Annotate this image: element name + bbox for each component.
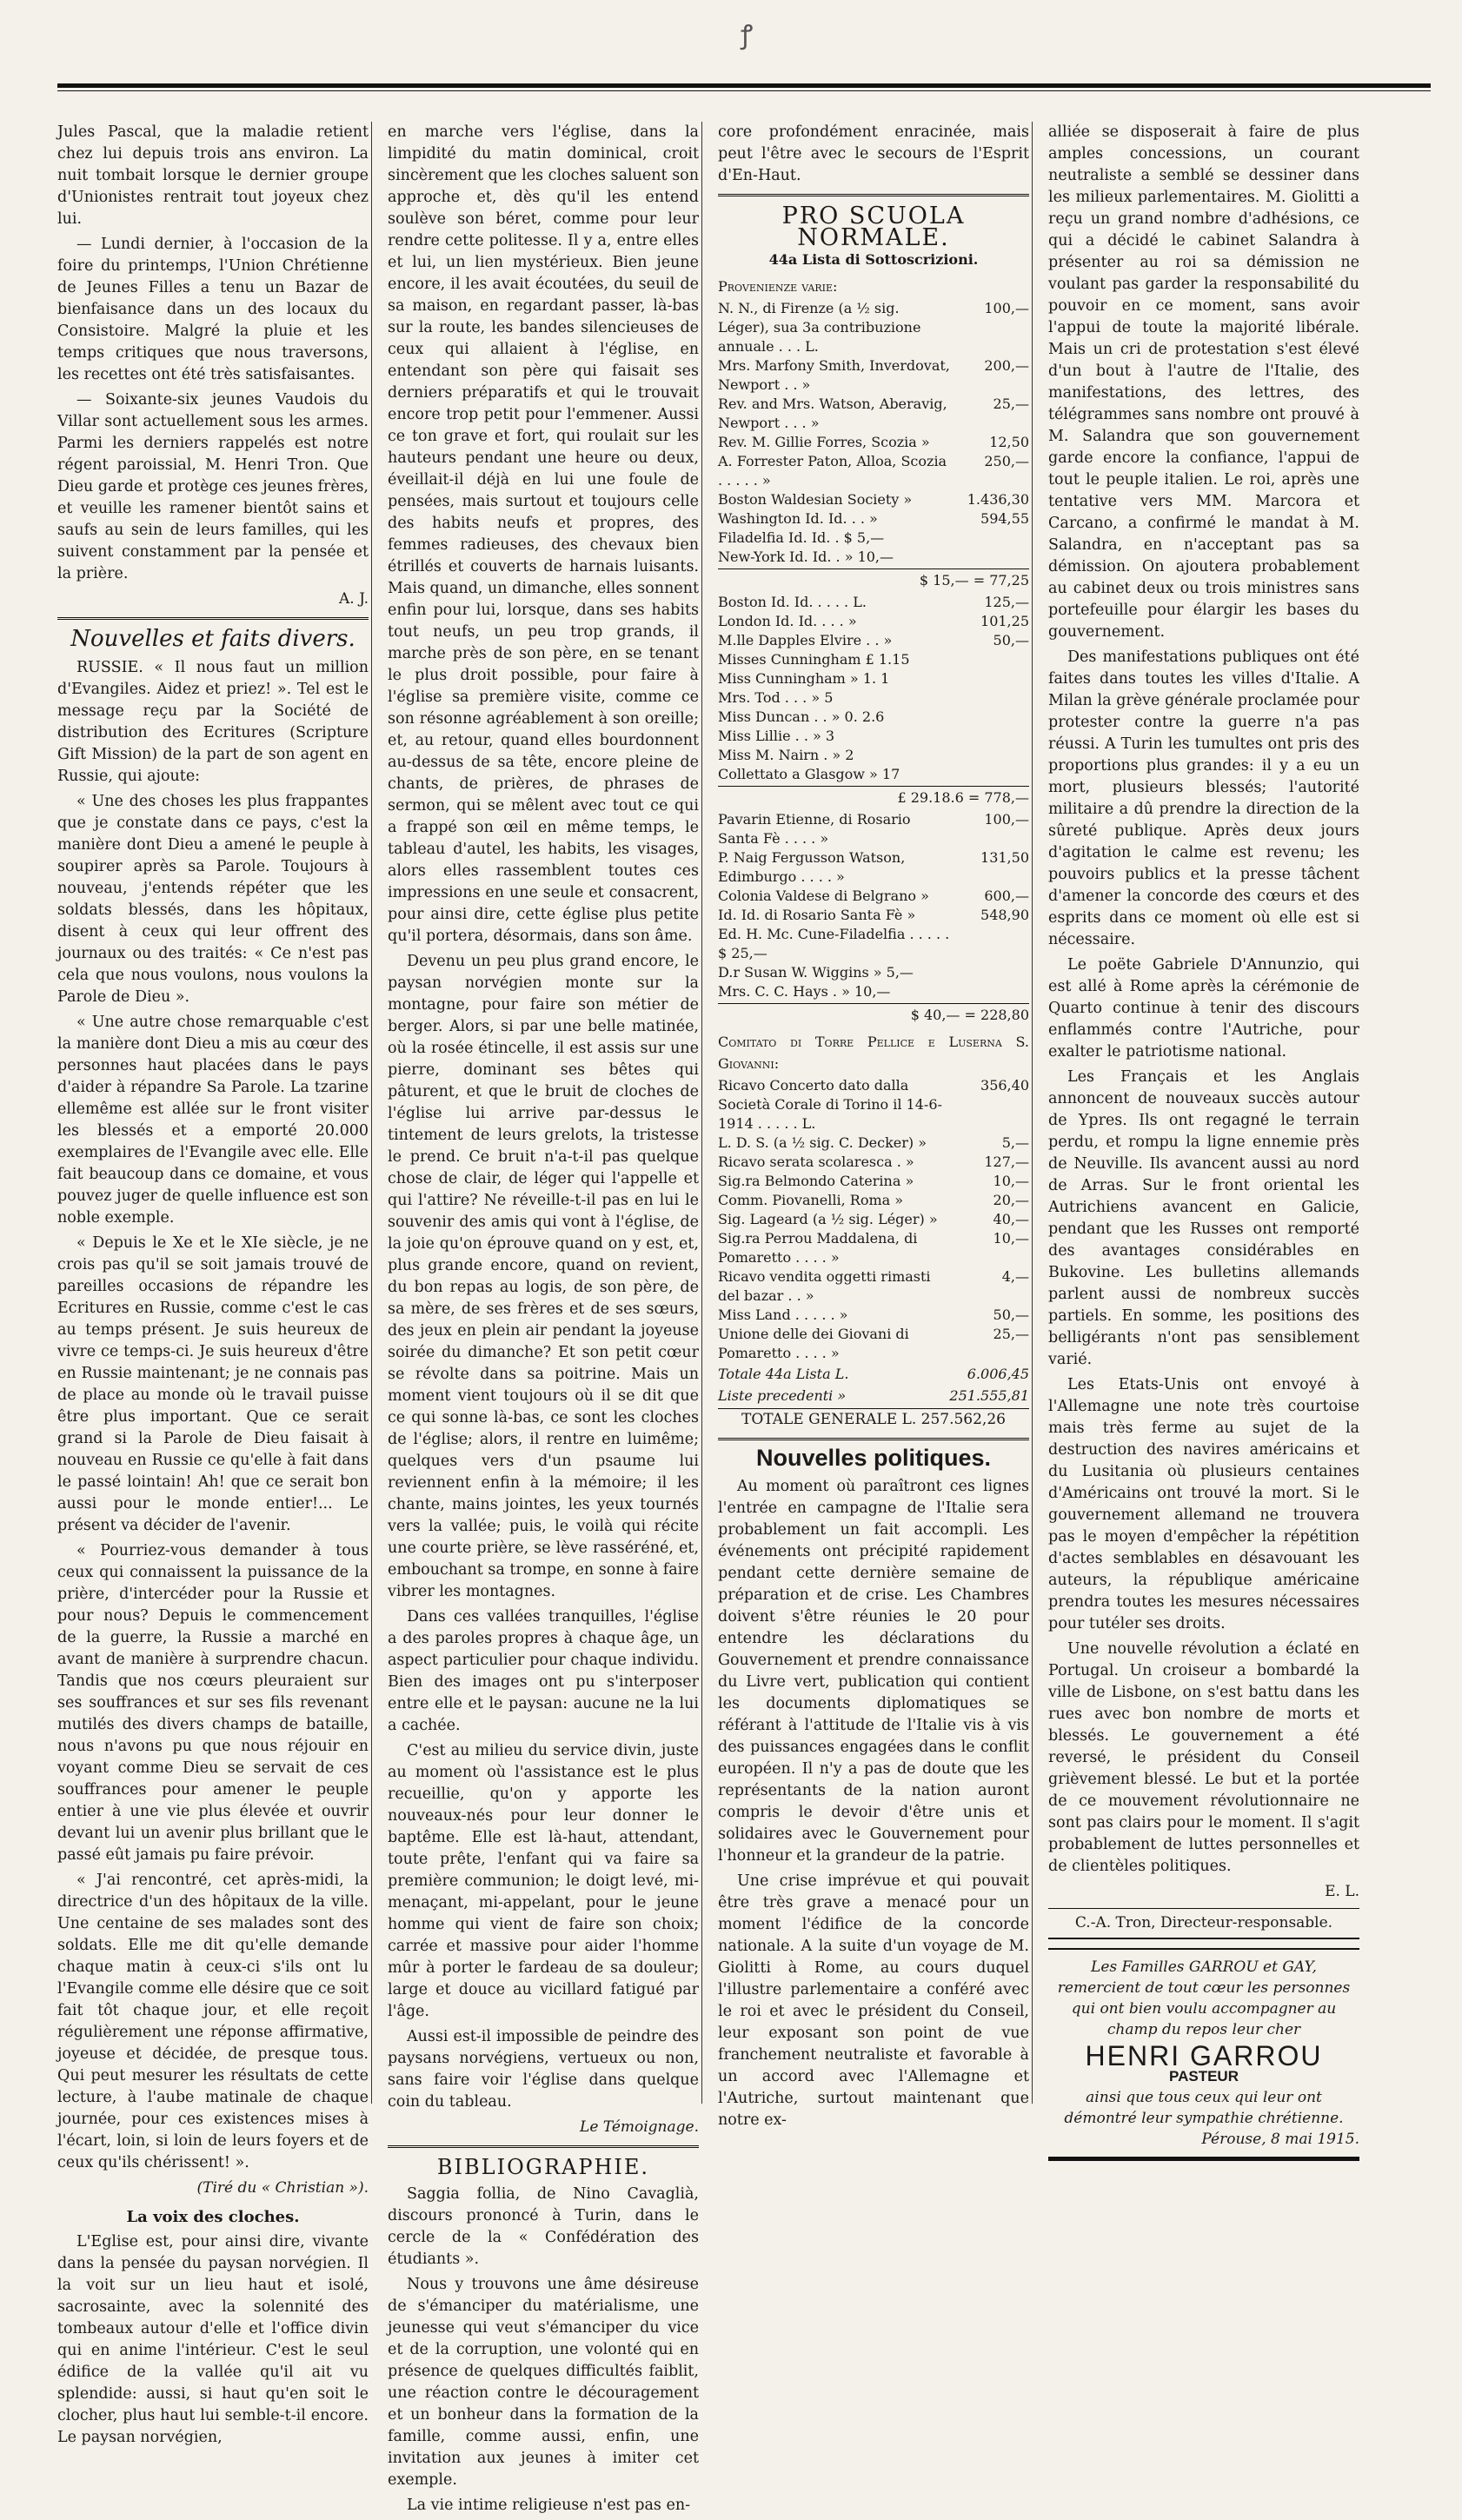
top-rule-thin bbox=[57, 90, 1431, 91]
subscription-row bbox=[718, 631, 1029, 650]
subscription-row bbox=[718, 1153, 1029, 1172]
subscriber-name: Ricavo vendita oggetti rimasti del bazar . . » bbox=[718, 1268, 931, 1304]
subscriber-name: Colonia Valdese di Belgrano » bbox=[718, 888, 929, 904]
subscription-amount: 250,— bbox=[984, 453, 1029, 469]
paragraph: alliée se disposerait à faire de plus amples concessions, un courant neutraliste a semblé se dessiner dans les milieux parlementaires. M. Giolitti a reçu un grand nombre d'adhésions, ce qui a décidé le cabinet Salandra à présenter au roi sa démission ne voulant pas garder la responsabilité du pouvoir en ce moment, sans avoir l'appui de toute la majorité libérale. Mais un cri de protestation s'est élevé d'un bout à l'autre de l'Italie, des manifestations, des lettres, des télégrammes sans nombre ont prouvé à M. Salandra que son gouvernement garde encore la confiance, l'appui de tout le peuple italien. Le roi, après une tentative vers MM. Marcora et Carcano, a confirmé le mandat à M. Salandra, en n'acceptant pas sa démission. On ajoutera probablement au cabinet deux ou trois ministres sans portefeuille pour élargir les bases du gouvernement. bbox=[1048, 123, 1359, 641]
subscription-row bbox=[718, 708, 1029, 727]
subscription-row bbox=[718, 356, 1029, 395]
subscription-amount bbox=[960, 669, 1029, 688]
subscription-list bbox=[718, 593, 1029, 784]
subscription-row bbox=[718, 1306, 1029, 1325]
section-heading: PRO SCUOLA NORMALE. bbox=[781, 203, 966, 251]
subscription-amount: 20,— bbox=[993, 1192, 1029, 1208]
total-row bbox=[718, 1385, 1029, 1406]
sub-heading: La voix des cloches. bbox=[126, 2208, 300, 2226]
subscription-row bbox=[718, 650, 1029, 669]
subscription-amount: 40,— bbox=[993, 1211, 1029, 1227]
subscription-row bbox=[718, 1191, 1029, 1210]
notice-text: ainsi que tous ceux qui leur ont démontré leur sympathie chrétienne. bbox=[1064, 2089, 1344, 2127]
paragraph: Nous y trouvons une âme désireuse de s'émanciper du matérialisme, une jeunesse qui veut s'émanciper du vice et de la corruption, une volonté qui en présence de quelques difficultés faiblit, une réaction contre le découragement et un bonheur dans la formation de la famille, comme aussi, enfin, une invitation aux jeunes à imiter cet exemple. bbox=[388, 2276, 699, 2489]
notice-name: HENRI GARROU bbox=[1085, 2040, 1323, 2071]
subscription-amount bbox=[960, 548, 1029, 567]
subscription-row bbox=[718, 746, 1029, 765]
subscription-amount: 356,40 bbox=[980, 1077, 1029, 1094]
subscription-amount: 548,90 bbox=[980, 907, 1029, 923]
subscriber-name: N. N., di Firenze (a ½ sig. Léger), sua 3a contribuzione annuale . . . L. bbox=[718, 300, 921, 355]
paragraph: — Lundi dernier, à l'occasion de la foire du printemps, l'Union Chrétienne de Jeunes Filles a tenu un Bazar de bienfaisance dans un des locaux du Consistoire. Malgré la pluie et les temps critiques que nous traversons, les recettes ont été très satisfaisantes. bbox=[57, 236, 369, 383]
paragraph: core profondément enracinée, mais peut l'être avec le secours de l'Esprit d'En-Haut. bbox=[718, 123, 1029, 184]
subscription-row bbox=[718, 1134, 1029, 1153]
paragraph: Au moment où paraîtront ces lignes l'entrée en campagne de l'Italie sera probablement un fait accompli. Les événements ont précipité rapidement pendant cette dernière semaine de préparation et de crise. Les Chambres doivent s'être réunies le 20 pour entendre les déclarations du Gouvernement et prendre connaissance du Livre vert, publication qui contient les documents diplomatiques se référant à l'attitude de l'Italie vis à vis des puissances engagées dans le conflit européen. Il n'y a pas de doute que les représentants de la nation auront compris le devoir d'être unis et solidaires avec le Gouvernement pour l'honneur et la grandeur de la patrie. bbox=[718, 1478, 1029, 1865]
subscriber-name: D.r Susan W. Wiggins » 5,— bbox=[718, 964, 914, 981]
subscriber-name: Mrs. Marfony Smith, Inverdovat, Newport . . » bbox=[718, 357, 950, 393]
subscription-row bbox=[718, 433, 1029, 452]
subscription-row bbox=[718, 452, 1029, 490]
group-label: Provenienze varie: bbox=[718, 278, 838, 295]
subscription-amount: 125,— bbox=[984, 594, 1029, 610]
subscriber-name: Rev. and Mrs. Watson, Aberavig, Newport . . . » bbox=[718, 396, 947, 431]
signature: A. J. bbox=[339, 590, 369, 608]
total-row bbox=[718, 1363, 1029, 1385]
notice-place: Pérouse, 8 mai 1915. bbox=[1201, 2131, 1359, 2148]
subscriber-name: Washington Id. Id. . . » bbox=[718, 510, 878, 527]
subscription-row bbox=[718, 490, 1029, 509]
paragraph: Des manifestations publiques ont été faites dans toutes les villes d'Italie. A Milan la grève générale proclamée pour protester contre la guerre n'a pas réussi. A Turin les tumultes ont pris des proportions plus grandes: il y a eu un mort, plusieurs blessés; l'autorité militaire a dû prendre la direction de la sûreté publique. Après deux jours d'agitation le calme est revenu; les pouvoirs publics et la presse tâchent d'amener la concorde des cœurs et des esprits dans ce moment où elle est si nécessaire. bbox=[1048, 648, 1359, 948]
total-value: 6.006,45 bbox=[967, 1366, 1029, 1382]
subscription-row bbox=[718, 848, 1029, 887]
subscriber-name: Miss M. Nairn . » 2 bbox=[718, 747, 854, 763]
subscription-row bbox=[718, 925, 1029, 963]
subscription-amount: 594,55 bbox=[980, 510, 1029, 527]
bottom-rule bbox=[1048, 2157, 1359, 2161]
subscription-amount: 5,— bbox=[1001, 1134, 1029, 1151]
column-2 bbox=[388, 122, 699, 2520]
subscription-row bbox=[718, 1210, 1029, 1229]
subscriber-name: M.lle Dapples Elvire . . » bbox=[718, 632, 893, 648]
subscription-list bbox=[718, 810, 1029, 1001]
subscription-amount: 10,— bbox=[993, 1230, 1029, 1247]
paragraph: « Pourriez-vous demander à tous ceux qui connaissent la puissance de la prière, d'intercéder pour la Russie et pour nous? Depuis le commencement de la guerre, la Russie a marché en avant de manière à surprendre chacun. Tandis que nos cœurs pleuraient sur ses souffrances et sur ses fils revenant mutilés des divers champs de bataille, nous n'avons pu que nous réjouir en voyant comme Dieu se servait de ces souffrances pour amener le peuple entier à une vie plus élevée et ouvrir devant lui un avenir plus brillant que le passé eût jamais pu faire prévoir. bbox=[57, 1542, 369, 1864]
divider bbox=[718, 1438, 1029, 1440]
subtotal: $ 40,— = 228,80 bbox=[718, 1003, 1029, 1026]
subscriber-name: Rev. M. Gillie Forres, Scozia » bbox=[718, 434, 930, 450]
divider bbox=[57, 617, 369, 620]
subscriber-name: Sig.ra Perrou Maddalena, di Pomaretto . . . . » bbox=[718, 1230, 918, 1266]
subscription-row bbox=[718, 765, 1029, 784]
subscription-row bbox=[718, 612, 1029, 631]
director-line: C.-A. Tron, Directeur-responsable. bbox=[1048, 1908, 1359, 1939]
subscription-row bbox=[718, 1172, 1029, 1191]
subscriber-name: Miss Cunningham » 1. 1 bbox=[718, 670, 890, 687]
subscription-row bbox=[718, 810, 1029, 848]
sub-heading: 44a Lista di Sottoscrizioni. bbox=[768, 251, 979, 268]
subscription-row bbox=[718, 887, 1029, 906]
subscription-amount: 10,— bbox=[993, 1173, 1029, 1189]
subscription-amount bbox=[960, 982, 1029, 1001]
subscription-amount bbox=[960, 963, 1029, 982]
signature: E. L. bbox=[1325, 1883, 1359, 1900]
subscription-amount bbox=[960, 650, 1029, 669]
subscription-amount: 200,— bbox=[984, 357, 1029, 374]
subscription-amount: 4,— bbox=[1001, 1268, 1029, 1285]
subscriber-name: Miss Lillie . . » 3 bbox=[718, 728, 835, 744]
subscriber-name: Sig.ra Belmondo Caterina » bbox=[718, 1173, 914, 1189]
subscription-row bbox=[718, 1267, 1029, 1306]
paragraph: Les Français et les Anglais annoncent de nouveaux succès autour de Ypres. Ils ont regagné le terrain perdu, et rompu la ligne ennemie près de Neuville. Ils avancent aussi au nord de Arras. Sur le front oriental les Autrichiens avancent en Galicie, pendant que les Russes ont remporté des avantages considérables en Bukovine. Les bulletins allemands parlent aussi de nombreux succès partiels. En somme, les positions des belligérants n'ont pas sensiblement varié. bbox=[1048, 1068, 1359, 1368]
subscription-amount: 100,— bbox=[984, 811, 1029, 828]
subscription-amount: 1.436,30 bbox=[967, 491, 1029, 508]
subscription-amount bbox=[960, 727, 1029, 746]
paragraph: en marche vers l'église, dans la limpidité du matin dominical, croit sincèrement que les cloches saluent son approche et, dès qu'il les entend soulève son béret, comme pour leur rendre cette politesse. Il y a, entre elles et lui, un lien mystérieux. Bien jeune encore, il les avait écoutées, du seuil de sa maison, en regardant passer, là-bas sur la route, les bandes silencieuses de ceux qui allaient à l'église, en entendant son père qui faisait ses derniers préparatifs et qui le trouvait encore trop petit pour l'emmener. Aussi ce ton grave et fort, qui roulait sur les hauteurs pendant une heure ou deux, éveillait-il déjà en lui une foule de pensées, mais surtout et toujours celle des habits neufs et propres, des femmes radieuses, des chevaux bien étrillés et couverts de harnais luisants. Mais quand, un dimanche, elles sonnent enfin pour lui, lorsque, dans ses habits tout neufs, un peu trop grands, il marche près de son père, en se tenant le plus droit possible, pour faire à l'église sa première visite, comme ce son résonne agréablement à son oreille; et, au retour, quand elles bourdonnent au-dessus de sa tête, encore pleine de chants, de prières, de phrases de sermon, qui se mêlent avec tout ce qui a frappé son œil en même temps, le tableau d'autel, les habits, les visages, alors elles rassemblent toutes ces impressions en une seule et consacrent, pour ainsi dire, cette église plus petite qu'il portera, désormais, dans son âme. bbox=[388, 123, 699, 945]
subscriber-name: Ricavo serata scolaresca . » bbox=[718, 1154, 914, 1170]
total-label: Liste precedenti » bbox=[718, 1387, 847, 1404]
notice-text: Les Familles GARROU et GAY, remercient de tout cœur les personnes qui ont bien voulu accompagner au champ du repos leur cher bbox=[1057, 1958, 1351, 2038]
top-rule bbox=[57, 83, 1431, 88]
subscription-row bbox=[718, 982, 1029, 1001]
divider bbox=[718, 194, 1029, 196]
subscription-row bbox=[718, 593, 1029, 612]
subscriber-name: Boston Id. Id. . . . . L. bbox=[718, 594, 867, 610]
subscription-amount: 25,— bbox=[993, 1326, 1029, 1342]
subscription-row bbox=[718, 963, 1029, 982]
subscription-amount: 600,— bbox=[984, 888, 1029, 904]
subscriber-name: London Id. Id. . . . » bbox=[718, 613, 857, 629]
paragraph: Une crise imprévue et qui pouvait être très grave a menacé pour un moment l'édifice de la concorde nationale. A la suite d'un voyage de M. Giolitti à Rome, au cours duquel l'illustre parlementaire a conféré avec le roi et avec le président du Conseil, leur exposant son point de vue franchement neutraliste et favorable à un accord avec l'Allemagne et l'Autriche, surtout maintenant que notre ex- bbox=[718, 1872, 1029, 2129]
subscriber-name: Miss Duncan . . » 0. 2.6 bbox=[718, 708, 885, 725]
subscription-amount bbox=[960, 529, 1029, 548]
subscriber-name: Miss Land . . . . . » bbox=[718, 1307, 848, 1323]
subtotal: £ 29.18.6 = 778,— bbox=[718, 786, 1029, 808]
source-credit: (Tiré du « Christian »). bbox=[196, 2179, 369, 2197]
page-mark: ꝭ bbox=[741, 20, 754, 50]
paragraph: Jules Pascal, que la maladie retient chez lui depuis trois ans environ. La nuit tombait lorsque le dernier groupe d'Unionistes rentrait tout joyeux chez lui. bbox=[57, 123, 369, 228]
subscription-row bbox=[718, 529, 1029, 548]
subscription-amount bbox=[960, 688, 1029, 708]
subscription-row bbox=[718, 1229, 1029, 1267]
subscription-row bbox=[718, 548, 1029, 567]
subscription-amount: 50,— bbox=[993, 632, 1029, 648]
subscription-list bbox=[718, 299, 1029, 567]
column-divider bbox=[1032, 122, 1033, 2104]
subscription-list bbox=[718, 1076, 1029, 1363]
subscription-amount bbox=[960, 925, 1029, 963]
subscriber-name: Mrs. Tod . . . » 5 bbox=[718, 689, 834, 706]
column-1 bbox=[57, 122, 369, 2452]
subscription-amount: 131,50 bbox=[980, 849, 1029, 866]
paragraph: Le poëte Gabriele D'Annunzio, qui est allé à Rome après la cérémonie de Quarto continue à tenir des discours enflammés contre l'Autriche, pour exalter le patriotisme national. bbox=[1048, 956, 1359, 1061]
paragraph: C'est au milieu du service divin, juste au moment où l'assistance est le plus recueillie, qu'on y apporte les nouveaux-nés pour leur donner le baptême. Elle est là-haut, attendant, toute prête, l'enfant qui va faire sa première communion; le doigt levé, mi-menaçant, mi-appelant, pour le jeune homme qui vient de faire son choix; carrée et massive pour aider l'homme mûr à porter le fardeau de sa douleur; large et douce au vicillard fatigué par l'âge. bbox=[388, 1742, 699, 2020]
subtotal: $ 15,— = 77,25 bbox=[718, 568, 1029, 591]
paragraph: « Depuis le Xe et le XIe siècle, je ne crois pas qu'il se soit jamais trouvé de pareilles occasions de répandre les Ecritures en Russie, comme c'est le cas au temps présent. Je suis heureux de vivre ce temps-ci. Je suis heureux d'être en Russie maintenant; je ne connais pas de place au monde où le travail puisse être plus important. Que ce serait grand si la Parole de Dieu faisait à nouveau en Russie ce qu'elle à fait dans le passé lointain! Ah! que ce serait bon aussi pour le monde entier!... Le présent va décider de l'avenir. bbox=[57, 1234, 369, 1534]
subscriber-name: Misses Cunningham £ 1.15 bbox=[718, 651, 910, 668]
subscription-amount: 12,50 bbox=[989, 434, 1029, 450]
subscriber-name: Collettato a Glasgow » 17 bbox=[718, 766, 900, 782]
column-3 bbox=[718, 122, 1029, 2135]
paragraph: Devenu un peu plus grand encore, le paysan norvégien monte sur la montagne, pour faire son métier de berger. Alors, si par une belle matinée, où la rosée étincelle, il est assis sur une pierre, dominant ses bêtes qui pâturent, et que le bruit de cloches de l'église lui arrive par-dessus le tintement de leurs grelots, la tristesse le prend. Ce bruit n'a-t-il pas quelque chose de clair, de léger qui l'appelle et qui l'attire? Ne réveille-t-il pas en lui le souvenir des amis qui vont à l'église, de la joie qu'on éprouve quand on y est, et, plus grande encore, quand on revient, du bon repas au logis, de son père, de sa mère, de ses frères et de ses sœurs, des jeux en plein air pendant la joyeuse soirée du dimanche? Et son petit cœur se révolte dans sa poitrine. Mais un moment vient toujours où il se dit que ce qui sonne là-bas, ce sont les cloches de l'église; alors, il rentre en luimême; quelques vers d'un psaume lui reviennent enfin à la mémoire; il les chante, mains jointes, les yeux tournés vers la vallée; puis, le voilà qui récite une courte prière, se lève rasséréné, et, embouchant sa trompe, en sonne à faire vibrer les montagnes. bbox=[388, 953, 699, 1600]
paragraph: La vie intime religieuse n'est pas en- bbox=[407, 2497, 691, 2514]
subscriber-name: L. D. S. (a ½ sig. C. Decker) » bbox=[718, 1134, 927, 1151]
total-label: Totale 44a Lista L. bbox=[718, 1366, 849, 1382]
paragraph: « Une autre chose remarquable c'est la manière dont Dieu a mis au cœur des personnes haut placées dans le pays d'aider à répandre Sa Parole. La tzarine ellemême est allée sur le front visiter les blessés et a emporté 20.000 exemplaires de l'Evangile avec elle. Elle fait beaucoup dans ce domaine, et vous pouvez juger de quelle influence est son noble exemple. bbox=[57, 1014, 369, 1227]
subscriber-name: Comm. Piovanelli, Roma » bbox=[718, 1192, 904, 1208]
subscriber-name: A. Forrester Paton, Alloa, Scozia . . . . . » bbox=[718, 453, 947, 489]
subscription-amount bbox=[960, 765, 1029, 784]
subscription-row bbox=[718, 1325, 1029, 1363]
group-label: Comitato di Torre Pellice e Luserna S. Giovanni: bbox=[718, 1034, 1029, 1072]
paragraph: RUSSIE. « Il nous faut un million d'Evangiles. Aidez et priez! ». Tel est le message reçu par la Société de distribution des Ecritures (Scripture Gift Mission) de la part de son agent en Russie, qui ajoute: bbox=[57, 659, 369, 785]
subscriber-name: Mrs. C. C. Hays . » 10,— bbox=[718, 983, 891, 1000]
subscriber-name: Pavarin Etienne, di Rosario Santa Fè . . . . » bbox=[718, 811, 911, 847]
subscription-row bbox=[718, 509, 1029, 529]
paragraph: L'Eglise est, pour ainsi dire, vivante dans la pensée du paysan norvégien. Il la voit sur un lieu haut et isolé, sacrosainte, avec la solennité des tombeaux autour d'elle et l'office divin qui en anime l'intérieur. C'est le seul édifice de la vallée qu'il ait vu splendide: aussi, si haut qu'en soit le clocher, plus haut lui semble-t-il encore. Le paysan norvégien, bbox=[57, 2233, 369, 2446]
subscriber-name: Ricavo Concerto dato dalla Società Corale di Torino il 14-6-1914 . . . . . L. bbox=[718, 1077, 942, 1132]
notice-title: PASTEUR bbox=[1169, 2068, 1239, 2084]
subscription-amount: 101,25 bbox=[980, 613, 1029, 629]
subscription-amount: 100,— bbox=[984, 300, 1029, 316]
subscription-row bbox=[718, 669, 1029, 688]
subscription-row bbox=[718, 688, 1029, 708]
subscription-amount: 25,— bbox=[993, 396, 1029, 412]
subscription-amount bbox=[960, 746, 1029, 765]
subscriber-name: Unione delle dei Giovani di Pomaretto . . . . » bbox=[718, 1326, 909, 1361]
paragraph: Les Etats-Unis ont envoyé à l'Allemagne une note très courtoise mais très ferme au sujet de la destruction des navires américains et du Lusitania où plusieurs centaines d'Américains ont trouvé la mort. Si le gouvernement allemand ne trouvera pas le moyen d'empêcher la répétition d'actes semblables en désavouant les auteurs, la république américaine prendra toutes les mesures nécessaires pour tutéler ses droits. bbox=[1048, 1376, 1359, 1632]
subscription-row bbox=[718, 395, 1029, 433]
subscriber-name: Boston Waldesian Society » bbox=[718, 491, 913, 508]
section-heading: Nouvelles et faits divers. bbox=[70, 626, 356, 652]
column-divider bbox=[371, 122, 372, 2104]
paragraph: Une nouvelle révolution a éclaté en Portugal. Un croiseur a bombardé la ville de Lisbone, on s'est battu dans les rues avec bon nombre de morts et blessés. Le gouvernement a été reversé, le président du Conseil grièvement blessé. Le but et la portée de ce mouvement révolutionnaire ne sont pas clairs pour le moment. Il s'agit probablement de luttes personnelles et de clientèles politiques. bbox=[1048, 1640, 1359, 1875]
paragraph: Saggia follia, de Nino Cavaglià, discours prononcé à Turin, dans le cercle de la « Confédération des étudiants ». bbox=[388, 2185, 699, 2268]
subscriber-name: Id. Id. di Rosario Santa Fè » bbox=[718, 907, 916, 923]
paragraph: « Une des choses les plus frappantes que je constate dans ce pays, c'est la manière dont Dieu a amené le peuple à soupirer après sa Parole. Toujours à nouveau, j'entends répéter que les soldats blessés, dans les hôpitaux, disent à ceux qui leur offrent des journaux ou des traités: « Ce n'est pas cela que nous voulons, nous voulons la Parole de Dieu ». bbox=[57, 793, 369, 1006]
subscription-amount: 50,— bbox=[993, 1307, 1029, 1323]
subscription-row bbox=[718, 906, 1029, 925]
section-heading: Nouvelles politiques. bbox=[755, 1445, 992, 1471]
grand-total: TOTALE GENERALE L. 257.562,26 bbox=[718, 1408, 1029, 1431]
total-value: 251.555,81 bbox=[949, 1387, 1029, 1404]
paragraph: Dans ces vallées tranquilles, l'église a des paroles propres à chaque âge, un aspect particulier pour chaque individu. Bien des images ont pu s'interposer entre elle et le paysan: aucune ne la lui a cachée. bbox=[388, 1608, 699, 1734]
subscriber-name: Sig. Lageard (a ½ sig. Léger) » bbox=[718, 1211, 938, 1227]
divider bbox=[388, 2145, 699, 2148]
column-divider bbox=[701, 122, 702, 2104]
subscriber-name: Filadelfia Id. Id. . $ 5,— bbox=[718, 529, 885, 546]
subscriber-name: P. Naig Fergusson Watson, Edimburgo . . . . » bbox=[718, 849, 906, 885]
subscriber-name: New-York Id. Id. . » 10,— bbox=[718, 549, 894, 565]
paragraph: — Soixante-six jeunes Vaudois du Villar sont actuellement sous les armes. Parmi les derniers rappelés est notre régent paroissial, M. Henri Tron. Que Dieu garde et protège ces jeunes frères, et veuille les ramener bientôt sains et saufs au sein de leurs familles, qui les suivent constamment par la pensée et la prière. bbox=[57, 391, 369, 582]
source-credit: Le Témoignage. bbox=[580, 2118, 699, 2136]
subscription-amount: 127,— bbox=[984, 1154, 1029, 1170]
subscription-row bbox=[718, 1076, 1029, 1134]
column-4 bbox=[1048, 122, 1359, 2161]
subscription-row bbox=[718, 727, 1029, 746]
subscription-row bbox=[718, 299, 1029, 356]
paragraph: « J'ai rencontré, cet après-midi, la directrice d'un des hôpitaux de la ville. Une centaine de ses malades sont des soldats. Elle me dit qu'elle demande chaque matin à ceux-ci s'ils ont lu l'Evangile comme elle désire que ce soit fait tôt chaque jour, et elle reçoit régulièrement une réponse affirmative, joyeuse et décidée, de presque tous. Qui peut mesurer les résultats de cette lecture, à l'aube matinale de chaque journée, pour ces existences mises à l'écart, loin, si loin de leurs foyers et de ceux qu'ils chérissent! ». bbox=[57, 1872, 369, 2171]
subscription-amount bbox=[960, 708, 1029, 727]
section-heading: BIBLIOGRAPHIE. bbox=[436, 2155, 650, 2179]
subscriber-name: Ed. H. Mc. Cune-Filadelfia . . . . . $ 25,— bbox=[718, 926, 950, 961]
obituary-notice bbox=[1048, 1948, 1359, 2150]
paragraph: Aussi est-il impossible de peindre des paysans norvégiens, vertueux ou non, sans faire voir l'église dans quelque coin du tableau. bbox=[388, 2028, 699, 2111]
